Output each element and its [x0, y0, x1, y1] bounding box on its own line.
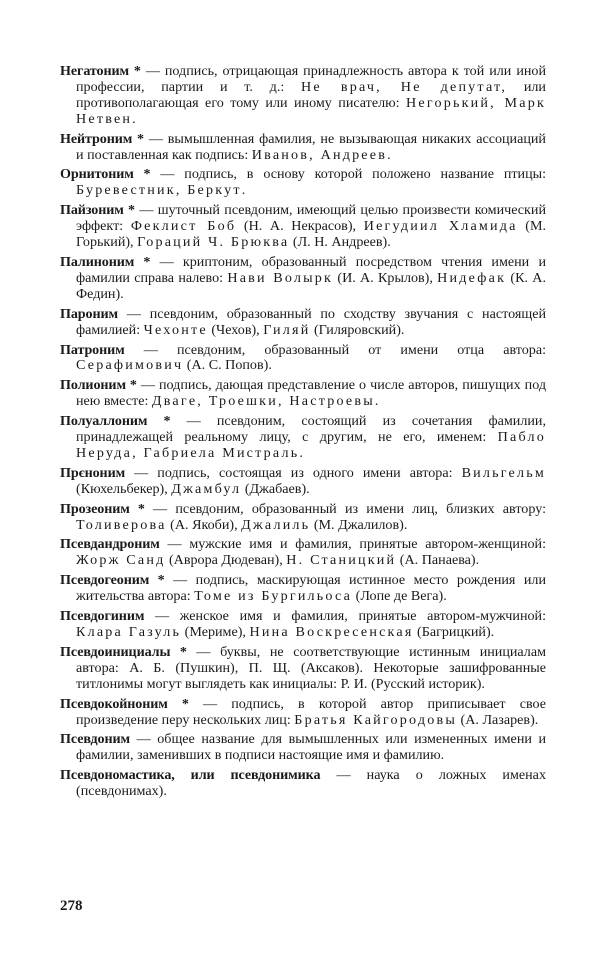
entry-example: Толиверова	[76, 516, 167, 533]
entry-example: Братья Кайгородовы	[294, 711, 458, 728]
glossary-entry	[60, 645, 546, 693]
glossary-entry	[60, 573, 546, 605]
glossary-entry	[60, 609, 546, 641]
glossary-entry	[60, 732, 546, 764]
entry-definition: — женское имя и фамилия, принятые автором-мужчиной:	[144, 608, 546, 625]
entry-example: Нидефак	[437, 269, 507, 286]
entry-example: Томе из Бургильоса	[194, 588, 353, 605]
entry-term: Полуаллоним *	[60, 413, 171, 430]
entry-term: Псевдогеоним *	[60, 572, 165, 589]
page-number: 278	[60, 898, 83, 914]
entry-example: Джалиль	[241, 516, 311, 533]
entry-example: Феклист Боб	[130, 218, 237, 235]
entry-example: Джамбул	[171, 480, 242, 497]
entry-definition: — наука о ложных именах (псевдонимах).	[76, 767, 546, 800]
entry-definition: — подпись, в основу которой положено название птицы:	[150, 166, 546, 183]
entry-definition: — шуточный псевдоним, имеющий целью произвести комический эффект:	[76, 202, 546, 235]
entry-definition: — подпись, дающая представление о числе авторов, пишущих под нею вместе:	[76, 377, 547, 410]
glossary-entry	[60, 768, 546, 800]
entry-definition: (К. А. Федин).	[76, 269, 547, 302]
entry-definition: — подпись, маскирующая истинное место рождения или жительства автора:	[76, 572, 546, 605]
entry-example: Не врач, Не депутат,	[301, 78, 508, 95]
entry-term: Прєноним	[60, 464, 126, 481]
entry-example: Пабло Неруда, Габриела Мистраль	[76, 429, 546, 461]
entry-definition: (М. Горький),	[76, 218, 547, 251]
entry-definition: — псевдоним, образованный по сходству звучания с настоящей фамилией:	[76, 305, 546, 338]
glossary-entry	[60, 466, 546, 498]
entry-definition: (Багрицкий).	[413, 624, 495, 640]
entry-term: Нейтроним *	[60, 130, 144, 147]
entry-example: Иегудиил Хламида	[363, 218, 518, 235]
entry-term: Прозеоним *	[60, 500, 145, 517]
glossary-entry	[60, 255, 546, 303]
entry-definition: (И. А. Крылов),	[333, 269, 438, 286]
entry-definition: — подпись, состоящая из одного имени автора:	[125, 464, 462, 481]
entry-definition: .	[132, 110, 136, 127]
entry-definition: (Чехов),	[207, 321, 264, 338]
entry-definition: или противополагающая его тому или иному писателю:	[76, 78, 546, 111]
entry-definition: (Лопе де Вега).	[352, 588, 447, 605]
entry-definition: (Н. А. Некрасов),	[236, 218, 364, 235]
entry-definition: .	[299, 444, 303, 461]
entry-definition: .	[387, 146, 391, 163]
entry-example: Буревестник, Беркут	[76, 182, 242, 199]
glossary-entry	[60, 203, 546, 251]
entry-term: Негатоним *	[60, 63, 141, 79]
entry-definition: (Л. Н. Андреев).	[289, 234, 391, 251]
entry-term: Псевдокойноним *	[60, 695, 189, 712]
entry-example: Серафимович	[76, 357, 184, 374]
glossary-entry	[60, 697, 546, 729]
entry-definition: (М. Джалилов).	[310, 516, 408, 533]
entry-example: Клара Газуль	[76, 624, 182, 640]
entry-example: Гораций Ч. Брюква	[137, 234, 290, 251]
entry-example: Двагe, Троешки, Настроевы	[151, 393, 375, 410]
entry-definition: (Гиляровский).	[310, 321, 405, 338]
glossary-entry	[60, 414, 546, 462]
entry-definition: (А. Панаева).	[396, 552, 480, 569]
glossary-entry	[60, 343, 546, 375]
entry-term: Псевдоинициалы *	[60, 643, 187, 660]
entry-definition: — псевдоним, образованный из имени лиц, близких автору:	[144, 500, 546, 517]
entry-example: Негорький, Марк Нетвен	[76, 94, 547, 127]
entry-definition: — подпись, отрицающая принадлежность автора к той или иной профессии, партии и т. д.:	[76, 63, 546, 95]
entry-definition: (А. Якоби),	[166, 516, 242, 533]
entry-definition: — общее название для вымышленных или измененных имени и фамилии, заменивших в подписи настоящие имя и фамилию.	[76, 731, 546, 764]
entry-definition: (Кюхельбекер),	[76, 480, 172, 497]
entry-term: Орнитоним *	[60, 166, 151, 183]
entry-definition: — псевдоним, образованный от имени отца автора:	[124, 341, 546, 358]
entry-term: Псевдоним	[60, 731, 131, 748]
entry-term: Патроним	[60, 341, 125, 358]
entry-term: Палиноним *	[60, 253, 151, 270]
entry-term: Пайзоним *	[60, 202, 135, 219]
entry-example: Н. Станицкий	[286, 552, 397, 569]
entry-term: Пароним	[60, 305, 119, 322]
glossary-entry	[60, 502, 546, 534]
entry-example: Гиляй	[263, 321, 311, 338]
glossary-entry	[60, 378, 546, 410]
entry-term: Полионим *	[60, 377, 137, 394]
entry-example: Вильгельм	[461, 464, 546, 481]
glossary-entry	[60, 307, 546, 339]
entry-definition: — мужские имя и фамилия, принятые автором-женщиной:	[159, 536, 546, 553]
entry-definition: (Джабаев).	[241, 480, 310, 497]
glossary-entry	[60, 167, 546, 199]
entry-example: Нави Волырк	[227, 269, 334, 286]
entry-definition: — вымышленная фамилия, не вызывающая никаких ассоциаций и поставленная как подпись:	[76, 130, 546, 163]
entry-definition: (А. С. Попов).	[183, 357, 272, 374]
entry-example: Нина Воскресенская	[249, 624, 414, 640]
entry-example: Жорж Санд	[76, 552, 166, 569]
glossary-entry	[60, 132, 546, 164]
entry-definition: (Мериме),	[181, 624, 250, 640]
entry-definition: — буквы, не соответствующие истинным инициалам автора: А. Б. (Пушкин), П. Щ. (Аксаков). Некоторые зашифрованные титлонимы могут выглядеть как инициалы: Р. И. (Русский историк).	[76, 643, 546, 692]
entry-definition: — подпись, в которой автор приписывает свое произведение перу нескольких лиц:	[76, 695, 546, 728]
entry-definition: — псевдоним, состоящий из сочетания фамилии, принадлежащей реальному лицу, с другим, не его, именем:	[76, 413, 546, 446]
glossary-entry	[60, 537, 546, 569]
glossary-text	[60, 64, 546, 804]
entry-term: Псевдогиним	[60, 608, 145, 625]
entry-definition: .	[374, 393, 379, 410]
entry-term: Псевдономастика, или псевдонимика	[60, 767, 321, 784]
entry-definition: .	[241, 182, 246, 199]
entry-term: Псевдандроним	[60, 536, 160, 553]
entry-example: Чехонте	[143, 321, 208, 338]
glossary-entry	[60, 64, 546, 128]
entry-example: Иванов, Андреев	[251, 146, 388, 163]
entry-definition: (Аврора Дюдеван),	[165, 552, 287, 569]
entry-definition: (А. Лазарев).	[457, 711, 539, 728]
entry-definition: — криптоним, образованный посредством чтения имени и фамилии справа налево:	[76, 253, 546, 286]
